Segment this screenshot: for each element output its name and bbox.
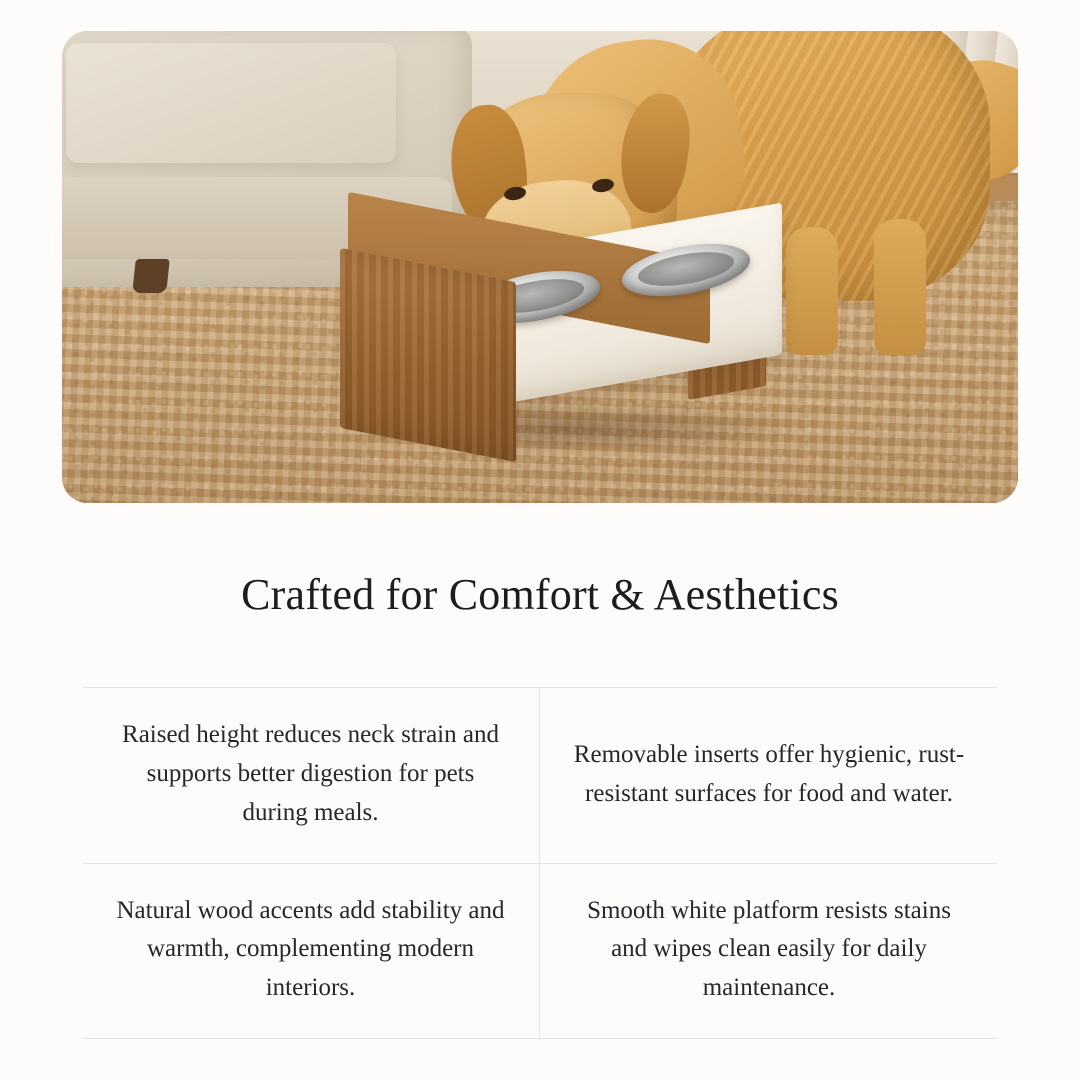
feature-cell-2 <box>540 688 998 863</box>
feature-text-2: Removable inserts offer hygienic, rust-resistant surfaces for food and water. <box>573 740 965 807</box>
feature-grid <box>82 687 998 1039</box>
feature-text-1: Raised height reduces neck strain and supports better digestion for pets during meals. <box>122 721 499 826</box>
hero-scene <box>62 31 1018 503</box>
feature-cell-4 <box>540 864 998 1038</box>
feeder-leg-left <box>340 248 516 462</box>
feature-cell-3 <box>82 864 540 1038</box>
feature-cell-1 <box>82 688 540 863</box>
hero-image <box>62 31 1018 503</box>
page-title: Crafted for Comfort & Aesthetics <box>241 570 839 619</box>
sofa-leg-front <box>132 259 170 293</box>
dog-leg-front-right <box>786 227 838 355</box>
feature-text-4: Smooth white platform resists stains and wipes clean easily for daily maintenance. <box>587 896 951 1002</box>
feature-text-3: Natural wood accents add stability and warmth, complementing modern interiors. <box>116 896 505 1002</box>
dog-leg-rear <box>874 219 926 355</box>
sofa-cushion <box>66 43 396 163</box>
